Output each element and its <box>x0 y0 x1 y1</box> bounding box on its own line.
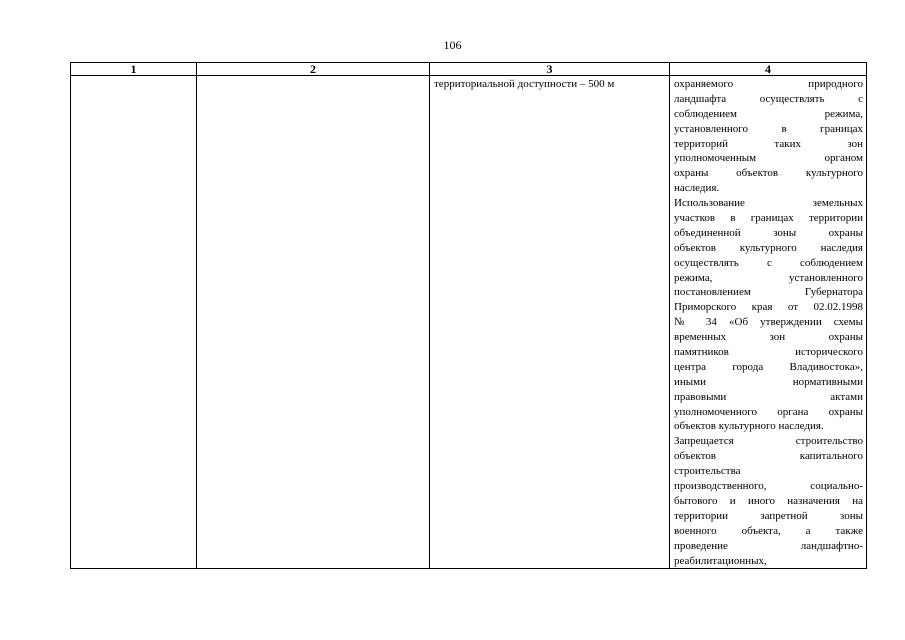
accessibility-text: территориальной доступности – 500 м <box>434 78 615 90</box>
paragraph <box>674 196 863 434</box>
text-line: иными нормативными <box>674 375 863 388</box>
column-header-1: 1 <box>71 63 197 76</box>
text-line: памятников исторического <box>674 346 863 359</box>
text-line: центра города Владивостока», <box>674 360 863 373</box>
table-row <box>71 76 867 569</box>
text-line: наследия. <box>674 182 720 195</box>
text-line: охраняемого природного <box>674 78 863 90</box>
cell-col-1 <box>71 76 197 569</box>
text-line: осуществлять с соблюдением <box>674 256 863 269</box>
text-line: правовыми актами <box>674 390 863 403</box>
text-line: строительства <box>674 465 741 478</box>
text-line: уполномоченным органом <box>674 152 863 165</box>
text-line: временных зон охраны <box>674 331 863 344</box>
cell-col-4 <box>670 76 867 569</box>
text-line: уполномоченного органа охраны <box>674 405 863 418</box>
text-line: военного объекта, а также <box>674 524 863 537</box>
text-line: объединенной зоны охраны <box>674 226 863 239</box>
document-table <box>70 62 867 569</box>
text-line: объектов культурного наследия. <box>674 420 824 433</box>
paragraph <box>674 77 863 196</box>
text-line: проведение ландшафтно- <box>674 539 863 552</box>
text-line: Использование земельных <box>674 197 863 210</box>
text-line: производственного, социально- <box>674 480 863 493</box>
cell-col-2 <box>197 76 430 569</box>
text-line: территорий таких зон <box>674 137 863 150</box>
text-line: Приморского края от 02.02.1998 <box>674 301 863 314</box>
text-line: охраны объектов культурного <box>674 167 863 180</box>
text-line: ландшафта осуществлять с <box>674 92 863 105</box>
table-header-row <box>71 63 867 76</box>
text-line: установленного в границах <box>674 122 863 135</box>
text-line: реабилитационных, <box>674 554 767 567</box>
column-header-2: 2 <box>197 63 430 76</box>
text-line: соблюдением режима, <box>674 107 863 120</box>
paragraph <box>674 434 863 568</box>
text-line: Запрещается строительство <box>674 435 863 448</box>
text-line: территории запретной зоны <box>674 509 863 522</box>
text-line: бытового и иного назначения на <box>674 494 863 507</box>
text-line: объектов культурного наследия <box>674 241 863 254</box>
column-header-4: 4 <box>670 63 867 76</box>
regulation-text <box>670 76 866 568</box>
column-header-3: 3 <box>430 63 670 76</box>
page-number: 106 <box>443 38 462 52</box>
text-line: постановлением Губернатора <box>674 286 863 299</box>
text-line: объектов капитального <box>674 450 863 463</box>
text-line: № 34 «Об утверждении схемы <box>674 316 863 329</box>
text-line: режима, установленного <box>674 271 863 284</box>
cell-col-3 <box>430 76 670 569</box>
text-line: участков в границах территории <box>674 212 863 225</box>
